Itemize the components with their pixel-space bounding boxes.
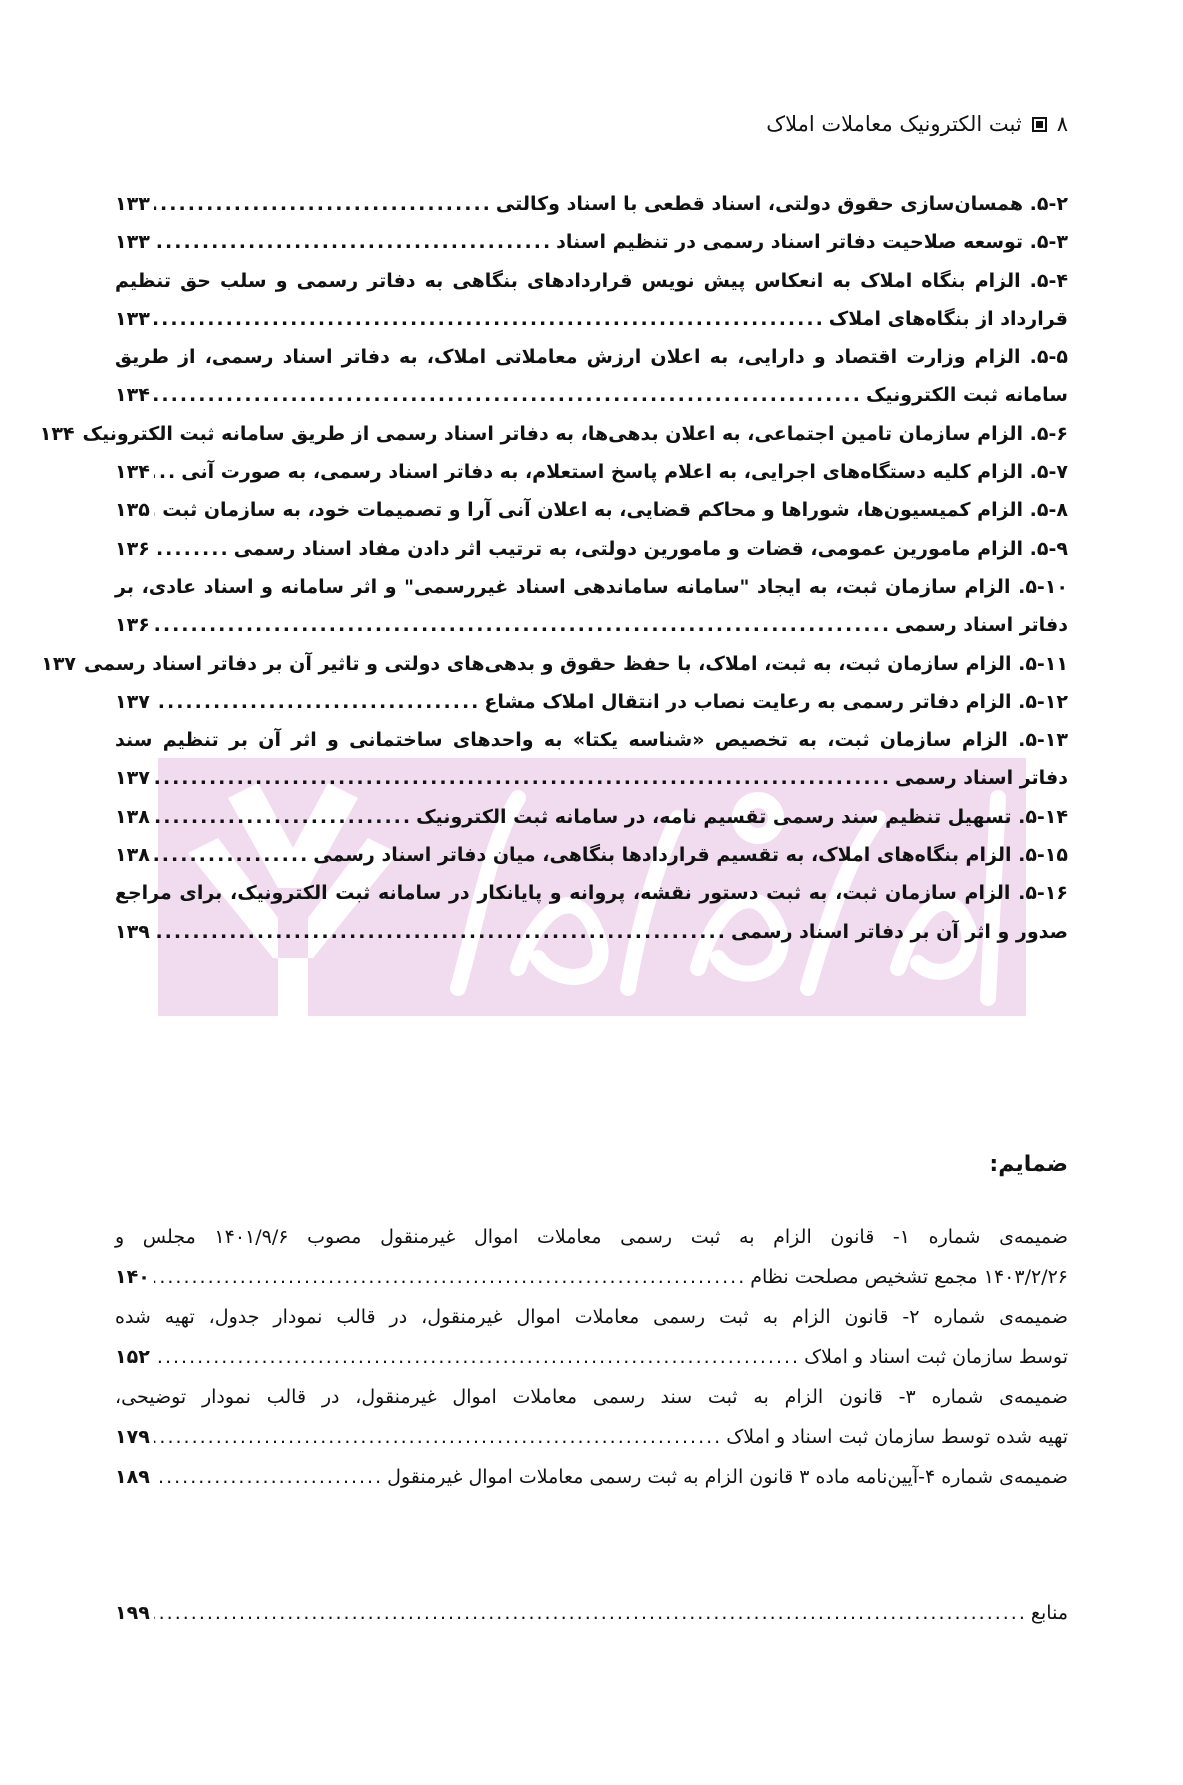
square-bullet-icon (1032, 117, 1047, 132)
entry-line (115, 300, 1068, 338)
entry-page-number: ۱۳۸ (115, 844, 150, 867)
entry-line (115, 798, 1068, 836)
entry-title: قرارداد از بنگاه‌های املاک (828, 307, 1068, 330)
toc-entry[interactable] (115, 721, 1068, 798)
dot-leader (154, 1337, 800, 1377)
toc-entry[interactable] (115, 798, 1068, 836)
dot-leader (154, 300, 825, 338)
entry-line (115, 913, 1068, 951)
entry-title: منابع (1030, 1602, 1068, 1624)
dot-leader (154, 1417, 722, 1457)
entry-page-number: ۱۳۵ (115, 499, 150, 522)
entry-title: دفاتر اسناد رسمی (895, 767, 1068, 790)
toc-entry[interactable] (115, 568, 1068, 645)
entry-title: ۵-۱۴. تسهیل تنظیم سند رسمی تقسیم نامه، در سامانه ثبت الکترونیک (416, 805, 1068, 828)
entry-title: ضمیمه‌ی شماره ۳- قانون الزام به ثبت سند رسمی معاملات اموال غیرمنقول، در قالب نمودار توضیحی، (115, 1386, 1068, 1408)
toc-entry[interactable] (115, 1297, 1068, 1377)
dot-leader (154, 798, 412, 836)
toc-entry[interactable] (115, 874, 1068, 951)
entry-line (115, 223, 1068, 261)
entry-line (115, 338, 1068, 376)
entry-line (115, 836, 1068, 874)
toc-entry[interactable] (115, 491, 1068, 529)
toc-entry[interactable] (115, 836, 1068, 874)
entry-line (39, 415, 1068, 453)
entry-title: ۵-۳. توسعه صلاحیت دفاتر اسناد رسمی در تنظیم اسناد (556, 231, 1068, 254)
dot-leader (154, 491, 158, 529)
entry-title: ۵-۲. همسان‌سازی حقوق دولتی، اسناد قطعی با اسناد وکالتی (495, 193, 1068, 215)
entry-title: توسط سازمان ثبت اسناد و املاک (804, 1346, 1068, 1368)
toc-entry[interactable] (115, 1457, 1068, 1497)
entry-page-number: ۱۳۳ (115, 193, 150, 215)
toc-entry-sources[interactable] (115, 1594, 1068, 1632)
appendix-heading: ضمایم: (989, 1152, 1068, 1177)
entry-page-number: ۱۳۹ (115, 920, 150, 943)
entry-line (115, 1417, 1068, 1457)
entry-page-number: ۱۷۹ (115, 1426, 150, 1448)
entry-title: ۵-۹. الزام مامورین عمومی، قضات و مامورین دولتی، به ترتیب اثر دادن مفاد اسناد رسمی (233, 537, 1068, 560)
entry-title: ۵-۱۱. الزام سازمان ثبت، به ثبت، املاک، با حفظ حقوق و بدهی‌های دولتی و تاثیر آن بر دفاتر اسناد رسمی (84, 652, 1068, 675)
dot-leader (154, 1594, 1027, 1632)
entry-page-number: ۱۳۳ (115, 231, 150, 254)
entry-line (115, 1217, 1068, 1257)
dot-leader (154, 836, 309, 874)
entry-line (115, 683, 1068, 721)
entry-title: ۵-۱۵. الزام بنگاه‌های املاک، به تقسیم قراردادها بنگاهی، میان دفاتر اسناد رسمی (313, 844, 1068, 867)
entry-title: ۵-۷. الزام کلیه دستگاه‌های اجرایی، به اعلام پاسخ استعلام، به دفاتر اسناد رسمی، به صورت آنی (181, 461, 1068, 484)
entry-line (115, 1297, 1068, 1337)
entry-line (115, 721, 1068, 759)
entry-page-number: ۱۳۴ (39, 422, 75, 445)
dot-leader (154, 1457, 383, 1497)
dot-leader (154, 530, 230, 568)
toc-entry[interactable] (115, 683, 1068, 721)
toc-entry[interactable] (115, 185, 1068, 223)
entry-page-number: ۱۳۶ (115, 537, 150, 560)
entry-page-number: ۱۳۷ (115, 767, 150, 790)
entry-title: ۱۴۰۳/۲/۲۶ مجمع تشخیص مصلحت نظام (750, 1266, 1068, 1288)
toc-entry[interactable] (115, 453, 1068, 491)
entry-line (115, 262, 1068, 300)
entry-title: تهیه شده توسط سازمان ثبت اسناد و املاک (726, 1426, 1068, 1448)
entry-title: ۵-۱۳. الزام سازمان ثبت، به تخصیص «شناسه یکتا» به واحدهای ساختمانی و اثر آن بر تنظیم سند (115, 729, 1068, 752)
table-of-contents (39, 185, 1068, 951)
entry-line (115, 568, 1068, 606)
entry-title: سامانه ثبت الکترونیک (865, 384, 1068, 407)
entry-page-number: ۱۳۸ (115, 805, 150, 828)
entry-page-number: ۱۳۴ (115, 384, 150, 407)
toc-entry[interactable] (39, 415, 1068, 453)
entry-line (115, 376, 1068, 414)
entry-line (115, 606, 1068, 644)
entry-title: ضمیمه‌ی شماره ۱- قانون الزام به ثبت رسمی معاملات اموال غیرمنقول مصوب ۱۴۰۱/۹/۶ مجلس و (115, 1226, 1069, 1248)
appendix-list (115, 1217, 1068, 1497)
entry-title: دفاتر اسناد رسمی (895, 614, 1068, 637)
toc-entry[interactable] (115, 530, 1068, 568)
toc-entry[interactable] (115, 1217, 1068, 1297)
dot-leader (154, 683, 481, 721)
dot-leader (154, 453, 177, 491)
entry-line (115, 874, 1068, 912)
entry-title: ۵-۱۶. الزام سازمان ثبت، به ثبت دستور نقشه، پروانه و پایانکار در سامانه ثبت الکترونیک، برای مراجع (115, 882, 1068, 905)
toc-entry[interactable] (41, 645, 1068, 683)
entry-page-number: ۱۳۷ (115, 690, 150, 713)
entry-title: ۵-۴. الزام بنگاه املاک به انعکاس پیش نویس قراردادهای بنگاهی به دفاتر رسمی و سلب حق تنظیم (115, 269, 1068, 292)
entry-line (115, 1337, 1068, 1377)
entry-line (115, 1457, 1068, 1497)
dot-leader (154, 1257, 746, 1297)
sources-section (115, 1594, 1068, 1632)
entry-page-number: ۱۳۶ (115, 614, 150, 637)
entry-page-number: ۱۹۹ (115, 1602, 150, 1624)
entry-line (115, 530, 1068, 568)
entry-line (115, 1257, 1068, 1297)
entry-line (41, 645, 1068, 683)
dot-leader (154, 913, 727, 951)
entry-title: ۵-۶. الزام سازمان تامین اجتماعی، به اعلان بدهی‌ها، به دفاتر اسناد رسمی از طریق سامانه ثبت الکترونیک (82, 422, 1068, 445)
dot-leader (154, 759, 891, 797)
toc-entry[interactable] (115, 262, 1068, 339)
dot-leader (154, 376, 862, 414)
entry-page-number: ۱۴۰ (115, 1266, 150, 1288)
entry-title: ۵-۱۲. الزام دفاتر رسمی به رعایت نصاب در انتقال املاک مشاع (484, 690, 1068, 713)
running-head (766, 112, 1068, 136)
entry-title: ۵-۱۰. الزام سازمان ثبت، به ایجاد "سامانه ساماندهی اسناد غیررسمی" و اثر سامانه و اسناد عادی، بر (115, 575, 1068, 598)
entry-page-number: ۱۸۹ (115, 1466, 150, 1488)
toc-entry[interactable] (115, 1377, 1068, 1457)
entry-line (115, 1377, 1068, 1417)
entry-title: ۵-۵. الزام وزارت اقتصاد و دارایی، به اعلان ارزش معاملاتی املاک، به دفاتر اسناد رسمی، از طریق (115, 346, 1068, 369)
entry-line (115, 453, 1068, 491)
entry-line (115, 185, 1068, 223)
entry-title: صدور و اثر آن بر دفاتر اسناد رسمی (730, 920, 1068, 943)
entry-page-number: ۱۳۷ (41, 652, 77, 675)
dot-leader (154, 185, 492, 223)
entry-title: ضمیمه‌ی شماره ۴-آیین‌نامه ماده ۳ قانون الزام به ثبت رسمی معاملات اموال غیرمنقول (387, 1466, 1068, 1488)
entry-page-number: ۱۵۲ (115, 1346, 150, 1368)
entry-line (115, 759, 1068, 797)
page-number: ۸ (1056, 112, 1068, 136)
entry-page-number: ۱۳۳ (115, 307, 150, 330)
entry-title: ۵-۸. الزام کمیسیون‌ها، شوراها و محاکم قضایی، به اعلان آنی آرا و تصمیمات خود، به سازمان ثبت (162, 499, 1068, 522)
entry-page-number: ۱۳۴ (115, 461, 150, 484)
dot-leader (154, 223, 552, 261)
entry-title: ضمیمه‌ی شماره ۲- قانون الزام به ثبت رسمی معاملات اموال غیرمنقول، در قالب نمودار جدول، تهیه شده (115, 1306, 1069, 1328)
toc-entry[interactable] (115, 338, 1068, 415)
book-title: ثبت الکترونیک معاملات املاک (766, 112, 1022, 136)
dot-leader (154, 606, 891, 644)
entry-line (115, 491, 1068, 529)
toc-entry[interactable] (115, 223, 1068, 261)
